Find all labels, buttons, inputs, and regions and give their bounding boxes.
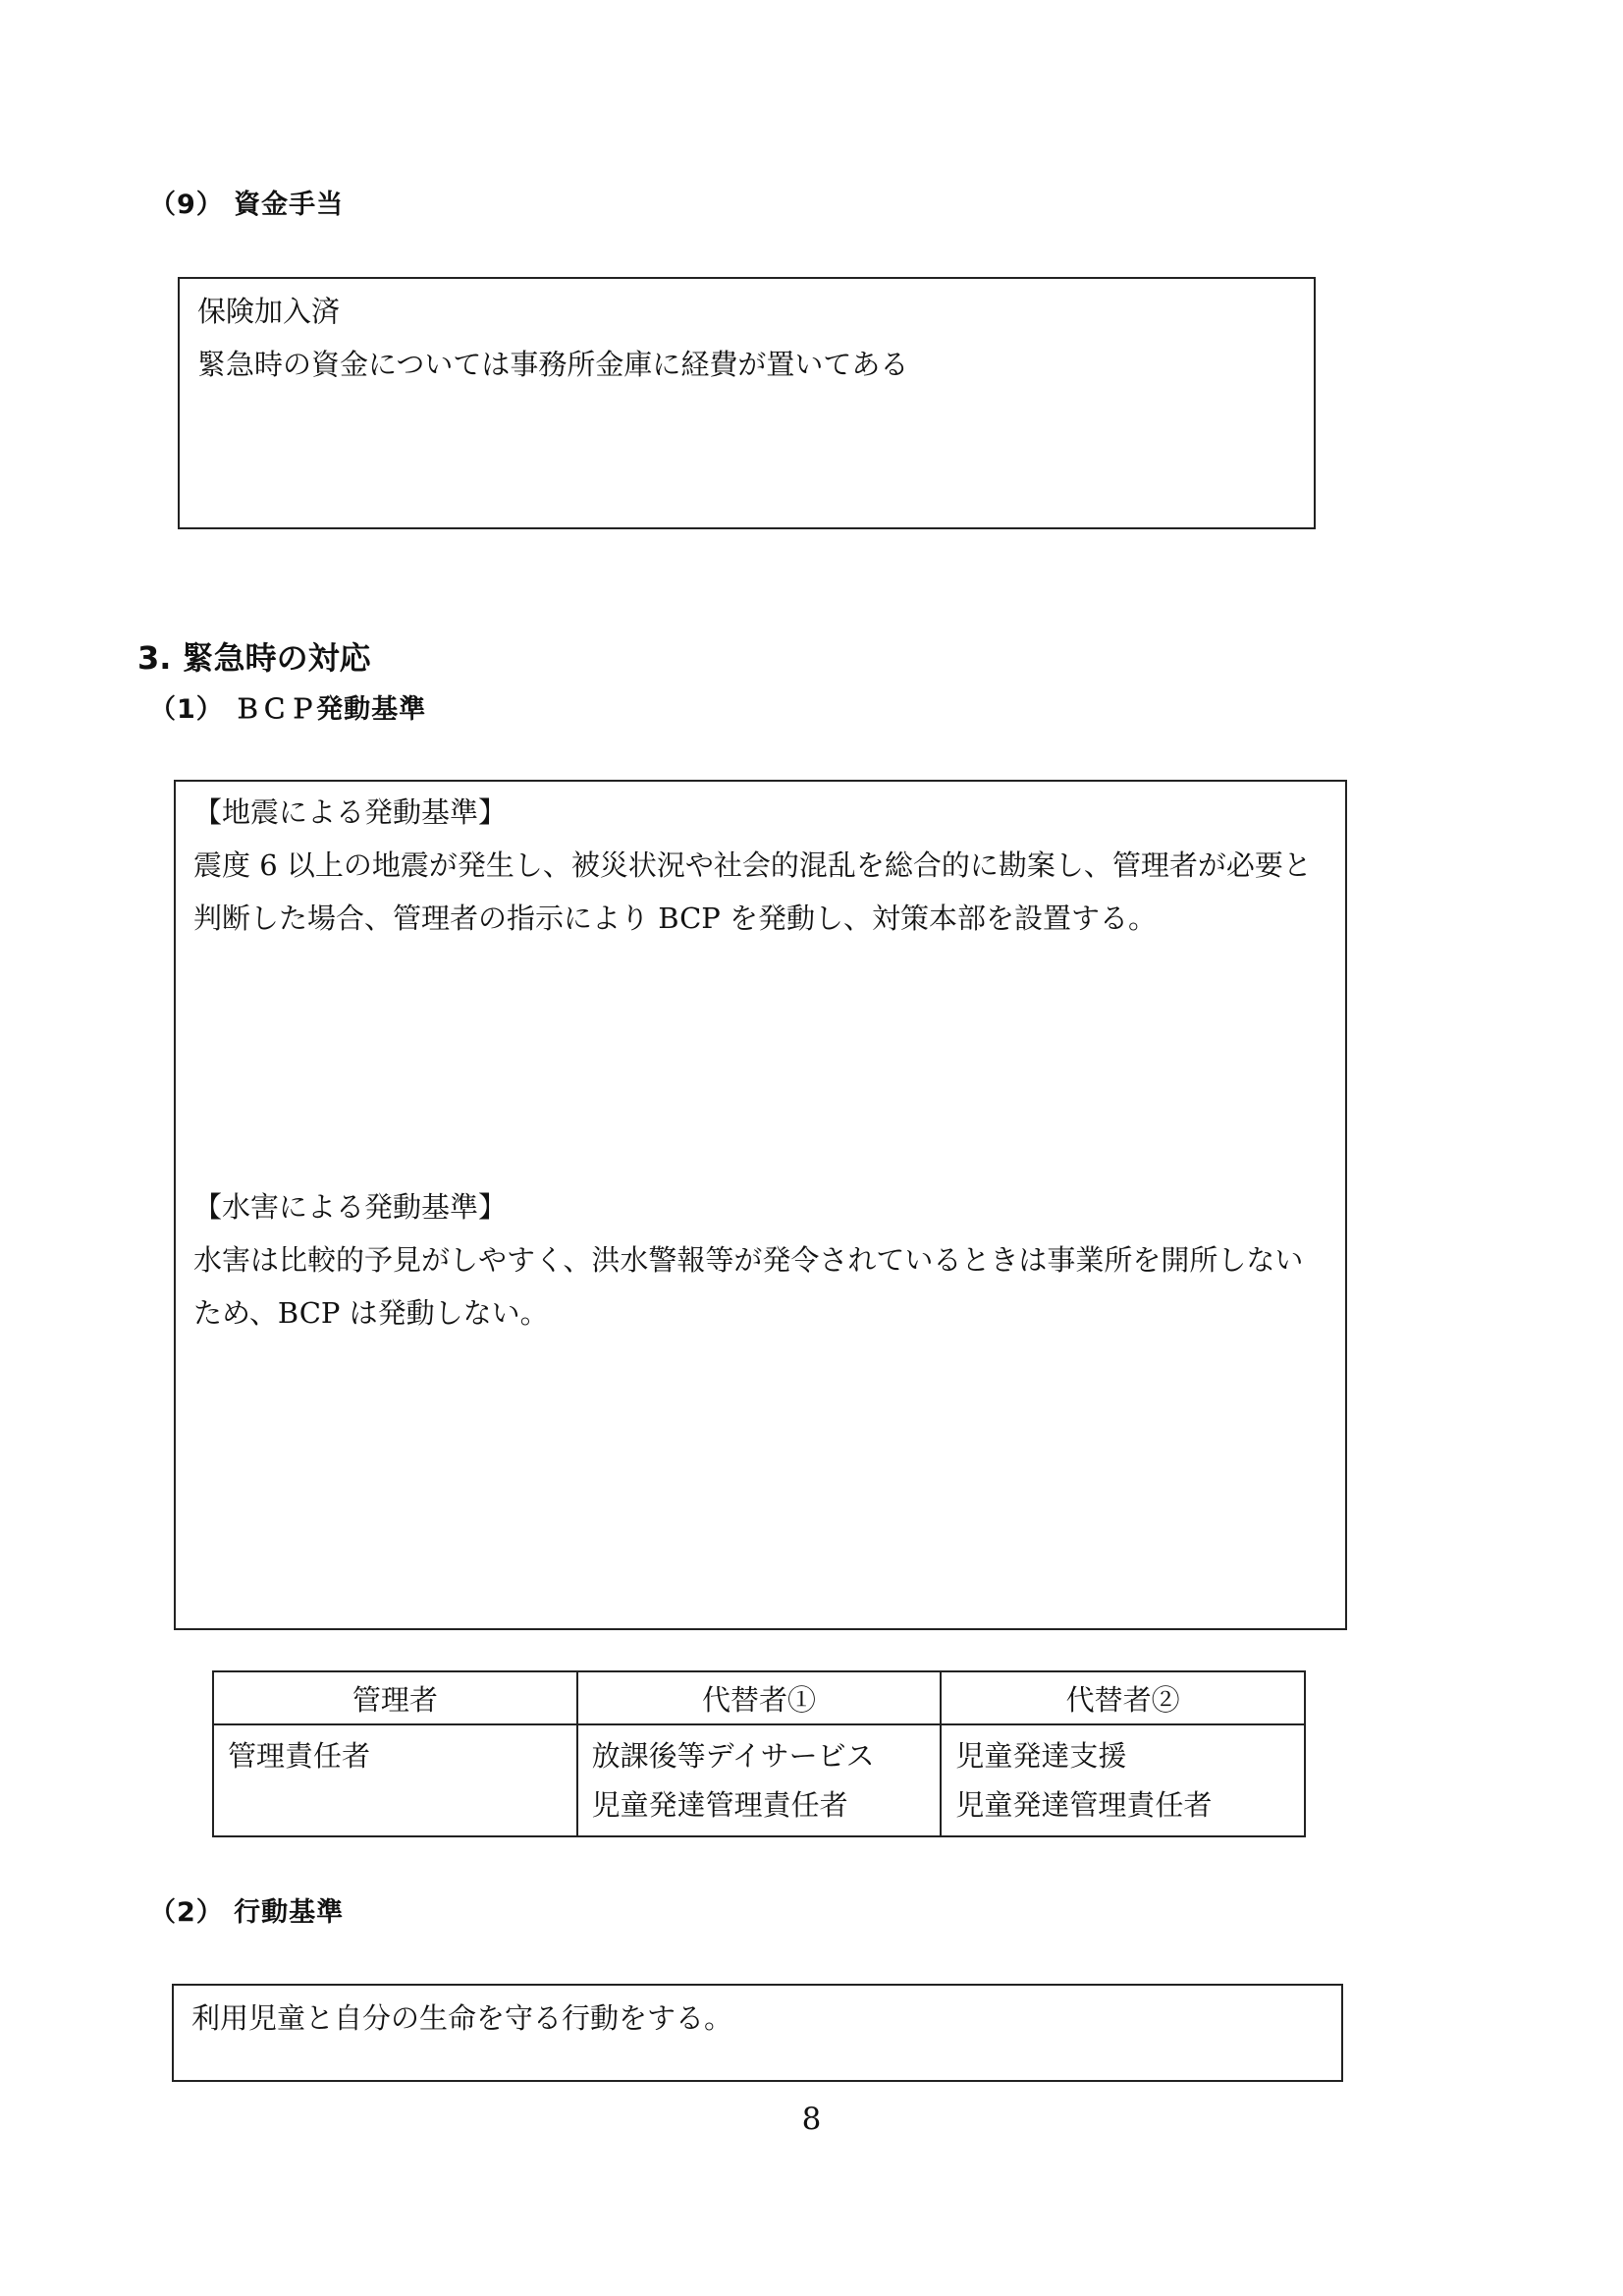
section-3-1-heading: （1） ＢＣＰ発動基準 bbox=[149, 694, 427, 725]
header-deputy-1: 代替者① bbox=[577, 1671, 942, 1724]
funding-line: 緊急時の資金については事務所金庫に経費が置いてある bbox=[197, 348, 909, 381]
bcp-criteria-box bbox=[174, 780, 1347, 1630]
cell-line: 放課後等デイサービス bbox=[591, 1739, 875, 1773]
header-manager: 管理者 bbox=[213, 1671, 577, 1724]
section-9-heading: （9） 資金手当 bbox=[149, 190, 345, 220]
funding-line: 保険加入済 bbox=[197, 295, 341, 328]
header-deputy-2: 代替者② bbox=[941, 1671, 1305, 1724]
table-row bbox=[213, 1724, 1305, 1836]
cell-manager bbox=[213, 1724, 577, 1836]
action-standard-box bbox=[172, 1984, 1343, 2082]
roles-table bbox=[212, 1670, 1306, 1837]
earthquake-criteria-line: 判断した場合、管理者の指示により BCP を発動し、対策本部を設置する。 bbox=[193, 902, 1157, 935]
flood-criteria-title: 【水害による発動基準】 bbox=[193, 1190, 508, 1224]
flood-criteria-line: ため、BCP は発動しない。 bbox=[193, 1296, 549, 1330]
cell-line: 児童発達管理責任者 bbox=[955, 1788, 1213, 1822]
earthquake-criteria-title: 【地震による発動基準】 bbox=[193, 795, 508, 829]
section-3-heading: 3. 緊急時の対応 bbox=[137, 639, 371, 677]
table-header-row bbox=[213, 1671, 1305, 1724]
action-standard-line: 利用児童と自分の生命を守る行動をする。 bbox=[191, 2001, 733, 2035]
earthquake-criteria-line: 震度 6 以上の地震が発生し、被災状況や社会的混乱を総合的に勘案し、管理者が必要と bbox=[193, 848, 1312, 882]
cell-line: 管理責任者 bbox=[228, 1739, 371, 1773]
cell-line: 児童発達支援 bbox=[955, 1739, 1127, 1773]
funding-box bbox=[178, 277, 1316, 529]
section-3-2-heading: （2） 行動基準 bbox=[149, 1897, 345, 1928]
flood-criteria-line: 水害は比較的予見がしやすく、洪水警報等が発令されているときは事業所を開所しない bbox=[193, 1243, 1304, 1277]
cell-deputy-1 bbox=[577, 1724, 942, 1836]
cell-deputy-2 bbox=[941, 1724, 1305, 1836]
cell-line: 児童発達管理責任者 bbox=[591, 1788, 848, 1822]
page-number: 8 bbox=[801, 2102, 822, 2137]
